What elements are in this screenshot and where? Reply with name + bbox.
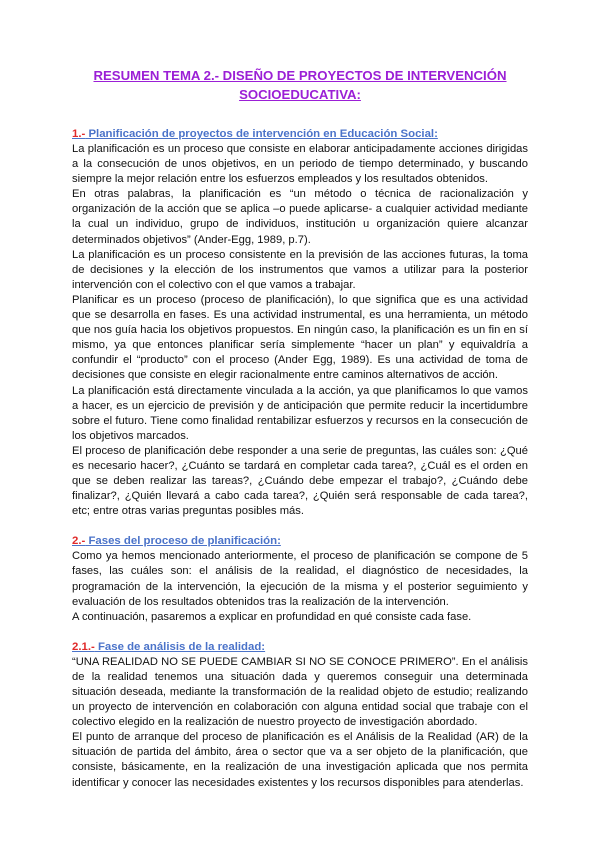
paragraph: “UNA REALIDAD NO SE PUEDE CAMBIAR SI NO SE CONOCE PRIMERO”. En el análisis de la realidad tenemos una situación dada y queremos conseguir una determinada situación deseada, mediante la transformación de la realidad objeto de estudio; realizando un proyecto de intervención en colaboración con alguna entidad social que trabaje con el colectivo elegido en la realización de nuestro proyecto de investigación abordado. <box>72 655 528 729</box>
section-number: 1.- <box>72 128 86 140</box>
paragraph: La planificación está directamente vinculada a la acción, ya que planificamos lo que vamos a hacer, es un ejercicio de previsión y de anticipación que permite reducir la incertidumbre sobre el futuro. Tiene como finalidad rentabilizar esfuerzos y recursos en la consecución de los objetivos marcados. <box>72 384 528 442</box>
section-number: 2.- <box>72 535 86 548</box>
section-heading <box>72 534 528 549</box>
section-fases <box>72 534 528 624</box>
section-number: 2.1.- <box>72 640 95 653</box>
section-heading-text: Fase de análisis de la realidad: <box>94 640 266 653</box>
paragraph: La planificación es un proceso consistente en la previsión de las acciones futuras, la toma de decisiones y la elección de los instrumentos que vamos a utilizar para la posterior intervención con el colectivo con el que vamos a trabajar. <box>72 248 528 291</box>
paragraph: Como ya hemos mencionado anteriormente, el proceso de planificación se compone de 5 fases, las cuáles son: el análisis de la realidad, el diagnóstico de necesidades, la programación de la intervención, la ejecución de la misma y el posterior seguimiento y evaluación de los resultados obtenidos tras la realización de la intervención. <box>72 550 528 608</box>
section-heading <box>72 127 528 142</box>
paragraph: En otras palabras, la planificación es “un método o técnica de racionalización y organización de la acción que se aplica –o puede aplicarse- a cualquier actividad mediante la cual un individuo, grupo de individuos, institución u organización quiere alcanzar determinados objetivos” (Ander-Egg, 1989, p.7). <box>72 188 528 246</box>
paragraph: El proceso de planificación debe responder a una serie de preguntas, las cuáles son: ¿Qué es necesario hacer?, ¿Cuánto se tardará en completar cada tarea?, ¿Cuál es el orden en que se deben realizar las tareas?, ¿Cuándo debe empezar el trabajo?, ¿Cuándo debe finalizar?, ¿Quién llevará a cabo cada tarea?, ¿Quién será responsable de cada tarea?, etc; entre otras varias preguntas posibles más. <box>72 444 528 518</box>
document-title: RESUMEN TEMA 2.- DISEÑO DE PROYECTOS DE INTERVENCIÓN SOCIOEDUCATIVA: <box>93 68 507 102</box>
section-analisis-realidad <box>72 640 528 791</box>
paragraph: La planificación es un proceso que consiste en elaborar anticipadamente acciones dirigidas a la consecución de unos objetivos, en un periodo de tiempo determinado, y buscando siempre la mejor relación entre los esfuerzos empleados y los resultados obtenidos. <box>72 143 528 186</box>
paragraph: El punto de arranque del proceso de planificación es el Análisis de la Realidad (AR) de la situación de partida del ámbito, área o sector que va a ser objeto de la planificación, que consiste, básicamente, en la realización de una investigación aplicada que nos permita identificar y conocer las necesidades existentes y los recursos disponibles para atenderlas. <box>72 731 528 789</box>
section-heading <box>72 640 528 655</box>
section-heading-text: Fases del proceso de planificación: <box>85 535 281 548</box>
paragraph: A continuación, pasaremos a explicar en profundidad en qué consiste cada fase. <box>72 610 472 623</box>
paragraph: Planificar es un proceso (proceso de planificación), lo que significa que es una actividad que se desarrolla en fases. Es una actividad instrumental, es una herramienta, un método que nos guía hacia los objetivos propuestos. En ningún caso, la planificación es un fin en sí mismo, ya que entonces planificar sería simplemente “hacer un plan” y equivaldría a confundir el “producto” con el proceso (Ander Egg, 1989). Es una actividad de toma de decisiones que consiste en elegir racionalmente entre caminos alternativos de acción. <box>72 293 528 382</box>
section-heading-text: Planificación de proyectos de intervención en Educación Social: <box>85 128 438 140</box>
section-planificacion <box>72 127 528 519</box>
